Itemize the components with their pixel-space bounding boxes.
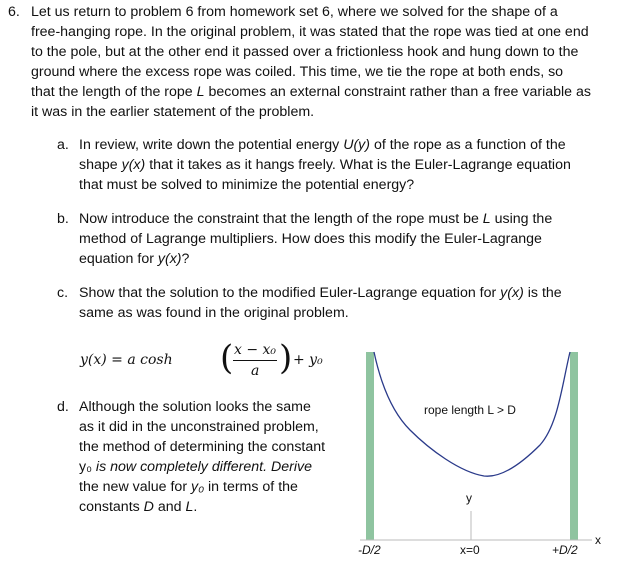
left-pole <box>366 352 374 540</box>
text-segment: shape <box>79 157 122 173</box>
part-label-a: a. <box>57 137 69 153</box>
math-variable: y(x) <box>500 285 524 301</box>
tick-right-label: +D/2 <box>552 543 578 557</box>
x-axis-label: x <box>595 533 601 547</box>
formula-numerator: x − x₀ <box>234 342 277 358</box>
math-variable: y(x) <box>157 251 182 267</box>
text-segment: is the <box>523 285 562 301</box>
text-segment: as it did in the unconstrained problem, <box>79 419 319 435</box>
problem-number: 6. <box>8 4 20 20</box>
text-segment: becomes an external constraint rather than a free variable as <box>204 84 591 100</box>
math-variable: y(x) <box>121 157 146 173</box>
formula-denominator: a <box>251 363 260 379</box>
left-paren: ( <box>220 338 234 378</box>
text-segment: Let us return to problem 6 from homework set 6, where we solved for the shape of a <box>31 4 558 20</box>
part-label-b: b. <box>57 211 69 227</box>
math-variable: L <box>185 499 194 515</box>
math-variable: L <box>482 211 491 227</box>
text-segment: the new value for <box>79 479 191 495</box>
text-segment: y₀ <box>79 459 92 475</box>
text-segment: the method of determining the constant <box>79 439 326 455</box>
text-segment: of the rope as a function of the <box>370 137 566 153</box>
math-variable: U(y) <box>343 137 370 153</box>
rope-length-label: rope length L > D <box>424 403 516 417</box>
text-segment: that the length of the rope <box>31 84 197 100</box>
text-segment: ground where the excess rope was coiled. This time, we tie the rope at both ends, so <box>31 64 564 80</box>
right-paren: ) <box>279 338 293 378</box>
right-pole <box>570 352 578 540</box>
formula-lhs: y(x) = a cosh <box>80 352 173 368</box>
formula-rhs: + y₀ <box>293 352 323 368</box>
part-label-c: c. <box>57 285 69 301</box>
tick-center-label: x=0 <box>460 543 480 557</box>
text-segment: Although the solution looks the same <box>79 399 311 415</box>
text-segment: same as was found in the original problem. <box>79 305 349 321</box>
part-label-d: d. <box>57 399 69 415</box>
text-segment: . <box>193 499 198 515</box>
text-segment: to the pole, but at the other end it passed over a frictionless hook and hung down to the <box>31 44 579 60</box>
tick-left-label: -D/2 <box>358 543 381 557</box>
math-variable: y₀ <box>191 479 205 495</box>
math-variable: is now completely different. Derive <box>91 459 312 475</box>
text-segment: using the <box>490 211 553 227</box>
math-variable: L <box>196 84 205 100</box>
text-segment: Now introduce the constraint that the length of the rope must be <box>79 211 483 227</box>
math-variable: D <box>143 499 154 515</box>
text-segment: ? <box>181 251 190 267</box>
text-segment: free-hanging rope. In the original problem, it was stated that the rope was tied at one end <box>31 24 589 40</box>
text-segment: method of Lagrange multipliers. How does this modify the Euler-Lagrange <box>79 231 542 247</box>
text-segment: in terms of the <box>204 479 298 495</box>
text-segment: equation for <box>79 251 158 267</box>
text-segment: and <box>153 499 186 515</box>
text-segment: constants <box>79 499 144 515</box>
text-segment: that it takes as it hangs freely. What is the Euler-Lagrange equation <box>145 157 571 173</box>
y-axis-label: y <box>466 491 472 505</box>
text-segment: it was in the earlier statement of the problem. <box>31 104 315 120</box>
text-segment: that must be solved to minimize the potential energy? <box>79 177 415 193</box>
text-segment: In review, write down the potential energy <box>79 137 344 153</box>
text-segment: Show that the solution to the modified Euler-Lagrange equation for <box>79 285 501 301</box>
